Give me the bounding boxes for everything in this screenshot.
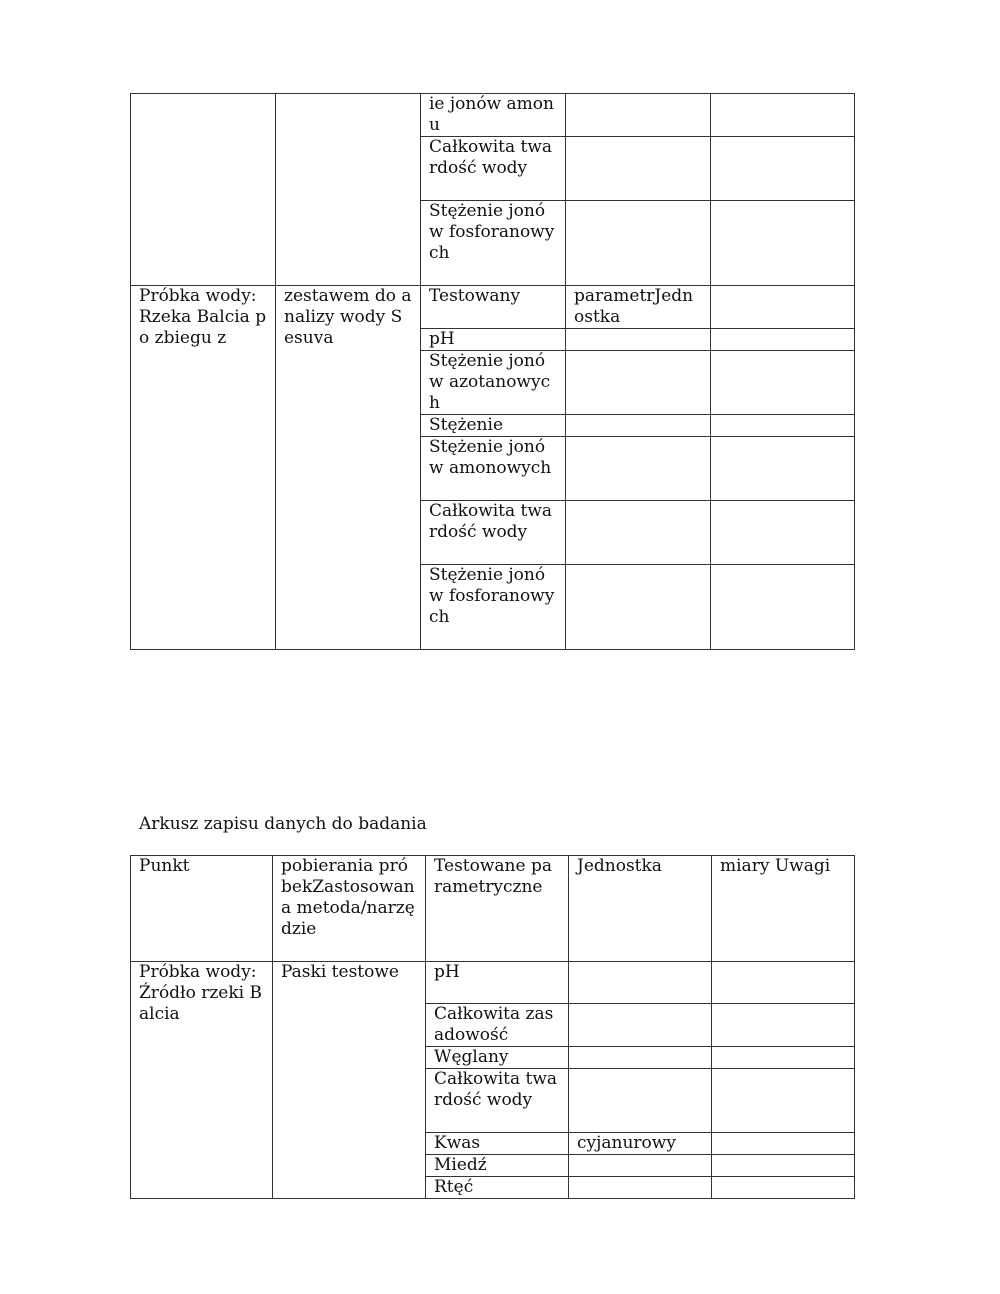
notes-cell	[712, 1047, 855, 1069]
notes-cell	[711, 415, 855, 437]
parameter-cell: Stężenie jonów fosforanowych	[421, 201, 566, 286]
unit-cell	[566, 437, 711, 501]
parameter-cell: ie jonów amonu	[421, 94, 566, 137]
header-cell: Testowane parametryczne	[426, 856, 569, 962]
notes-cell	[712, 962, 855, 1004]
unit-cell	[569, 1047, 712, 1069]
unit-cell	[569, 1177, 712, 1199]
unit-cell: parametrJednostka	[566, 286, 711, 329]
notes-cell	[711, 329, 855, 351]
notes-cell	[711, 501, 855, 565]
table-row	[131, 962, 855, 1004]
parameter-cell: Całkowita twardość wody	[421, 501, 566, 565]
parameter-cell: Rtęć	[426, 1177, 569, 1199]
header-cell: miary Uwagi	[712, 856, 855, 962]
parameter-cell: Stężenie jonów amonowych	[421, 437, 566, 501]
notes-cell	[712, 1177, 855, 1199]
unit-cell	[566, 137, 711, 201]
parameter-cell: pH	[426, 962, 569, 1004]
unit-cell	[566, 415, 711, 437]
method-cell-empty	[276, 94, 421, 286]
unit-cell	[566, 329, 711, 351]
table-row	[131, 94, 855, 137]
notes-cell	[712, 1155, 855, 1177]
header-cell: Punkt	[131, 856, 273, 962]
notes-cell	[712, 1004, 855, 1047]
notes-cell	[711, 565, 855, 650]
unit-cell	[569, 1155, 712, 1177]
sampling-point-cell-empty	[131, 94, 276, 286]
sampling-point-cell: Próbka wody: Rzeka Balcia po zbiegu z	[131, 286, 276, 650]
parameter-cell: Węglany	[426, 1047, 569, 1069]
parameter-cell: Kwas	[426, 1133, 569, 1155]
unit-cell	[569, 1004, 712, 1047]
notes-cell	[711, 201, 855, 286]
data-table-continued	[130, 93, 855, 650]
sampling-point-cell: Próbka wody: Źródło rzeki Balcia	[131, 962, 273, 1199]
parameter-cell: Miedź	[426, 1155, 569, 1177]
notes-cell	[711, 437, 855, 501]
data-record-table	[130, 855, 855, 1199]
parameter-cell: Całkowita twardość wody	[421, 137, 566, 201]
table-caption: Arkusz zapisu danych do badania	[139, 814, 427, 834]
parameter-cell: Stężenie	[421, 415, 566, 437]
notes-cell	[712, 1133, 855, 1155]
notes-cell	[711, 137, 855, 201]
unit-cell	[569, 1069, 712, 1133]
unit-cell	[566, 501, 711, 565]
unit-cell	[566, 351, 711, 415]
notes-cell	[712, 1069, 855, 1133]
method-cell: Paski testowe	[273, 962, 426, 1199]
notes-cell	[711, 94, 855, 137]
unit-cell	[566, 565, 711, 650]
unit-cell	[566, 94, 711, 137]
parameter-cell: Całkowita zasadowość	[426, 1004, 569, 1047]
parameter-cell: Całkowita twardość wody	[426, 1069, 569, 1133]
parameter-cell: Stężenie jonów azotanowych	[421, 351, 566, 415]
notes-cell	[711, 351, 855, 415]
table-header-row	[131, 856, 855, 962]
method-cell: zestawem do analizy wody Sesuva	[276, 286, 421, 650]
parameter-cell: pH	[421, 329, 566, 351]
unit-cell: cyjanurowy	[569, 1133, 712, 1155]
notes-cell	[711, 286, 855, 329]
header-cell: Jednostka	[569, 856, 712, 962]
table-row	[131, 286, 855, 329]
header-cell: pobierania próbekZastosowana metoda/narzędzie	[273, 856, 426, 962]
parameter-cell: Testowany	[421, 286, 566, 329]
parameter-cell: Stężenie jonów fosforanowych	[421, 565, 566, 650]
unit-cell	[566, 201, 711, 286]
unit-cell	[569, 962, 712, 1004]
